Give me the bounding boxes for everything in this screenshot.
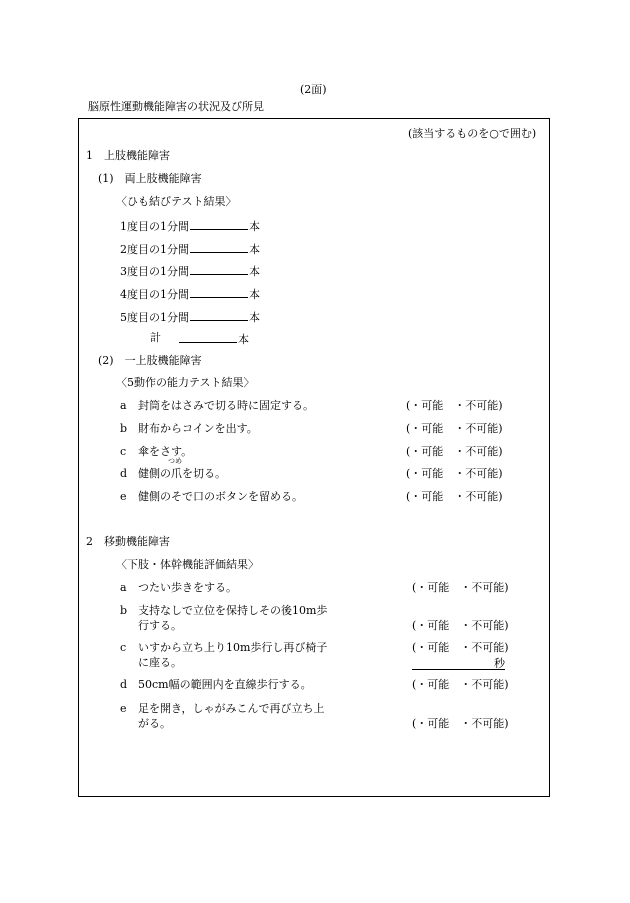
trial-label: 4度目の1分間 [120,288,189,301]
unit-label: 本 [249,311,260,324]
seconds-blank [412,669,505,670]
form-title: 脳原性運動機能障害の状況及び所見 [88,100,264,113]
item-letter: a [120,399,127,412]
item-text: 50cm幅の範囲内を直線歩行する。 [138,678,312,691]
trial-label: 2度目の1分間 [120,243,189,256]
total-label: 計 [150,331,161,344]
item-letter: e [120,702,127,715]
item-text: つたい歩きをする。 [138,581,237,594]
item-text: いすから立ち上り10m歩行し再び椅子 [138,641,328,654]
unit-label: 本 [249,288,260,301]
page-number: (2面) [300,83,327,96]
trial-label: 1度目の1分間 [120,220,189,233]
item-text: 足を開き，しゃがみこんで再び立ち上 [138,702,325,715]
unit-label: 本 [249,220,260,233]
trial-label: 5度目の1分間 [120,311,189,324]
item-text: 封筒をはさみで切る時に固定する。 [138,399,314,412]
item-letter: b [120,604,128,617]
item-text-cont: に座る。 [138,656,182,669]
choice-text: (・可能 ・不可能) [412,641,509,654]
choice-text: (・可能 ・不可能) [406,467,503,480]
item-letter: d [120,467,128,480]
item-letter: c [120,641,127,654]
section1-heading: 1 上肢機能障害 [86,149,170,162]
count-blank [190,242,248,253]
trial-row [120,219,260,232]
total-blank [179,332,237,343]
item-text: 支持なしで立位を保持しその後10m歩 [138,604,328,617]
choice-text: (・可能 ・不可能) [412,619,509,632]
item-letter: c [120,445,127,458]
mobility-test-title: 〈下肢・体幹機能評価結果〉 [116,558,259,571]
count-blank [190,287,248,298]
item-text: 健側の爪を切る。 [138,467,226,480]
choice-text: (・可能 ・不可能) [406,422,503,435]
seconds-unit: 秒 [494,657,505,670]
item-text: 傘をさす。 [138,445,193,458]
trial-row [120,242,260,255]
trial-row [120,310,260,323]
trial-row [120,264,260,277]
item-letter: b [120,422,128,435]
unit-label: 本 [249,265,260,278]
instruction-note: (該当するものを○で囲む) [408,127,537,140]
subsection2-heading: (2) 一上肢機能障害 [98,354,202,367]
unit-label: 本 [238,333,249,346]
item-letter: a [120,581,127,594]
choice-text: (・可能 ・不可能) [412,678,509,691]
section2-heading: 2 移動機能障害 [86,535,170,548]
item-letter: e [120,490,127,503]
string-tie-test-title: 〈ひも結びテスト結果〉 [116,195,237,208]
choice-text: (・可能 ・不可能) [406,490,503,503]
trial-row [120,287,260,300]
choice-text: (・可能 ・不可能) [406,445,503,458]
item-text-cont: がる。 [138,717,171,730]
unit-label: 本 [249,243,260,256]
count-blank [190,310,248,321]
choice-text: (・可能 ・不可能) [406,399,503,412]
ruby-reading: つめ [168,457,182,465]
five-actions-test-title: 〈5動作の能力テスト結果〉 [116,376,255,389]
choice-text: (・可能 ・不可能) [412,581,509,594]
item-text-cont: 行する。 [138,619,182,632]
count-blank [190,219,248,230]
item-letter: d [120,678,128,691]
subsection1-heading: (1) 両上肢機能障害 [98,172,202,185]
total-row [178,332,249,345]
item-text: 財布からコインを出す。 [138,422,258,435]
choice-text: (・可能 ・不可能) [412,717,509,730]
item-text: 健側のそで口のボタンを留める。 [138,490,303,503]
count-blank [190,264,248,275]
trial-label: 3度目の1分間 [120,265,189,278]
